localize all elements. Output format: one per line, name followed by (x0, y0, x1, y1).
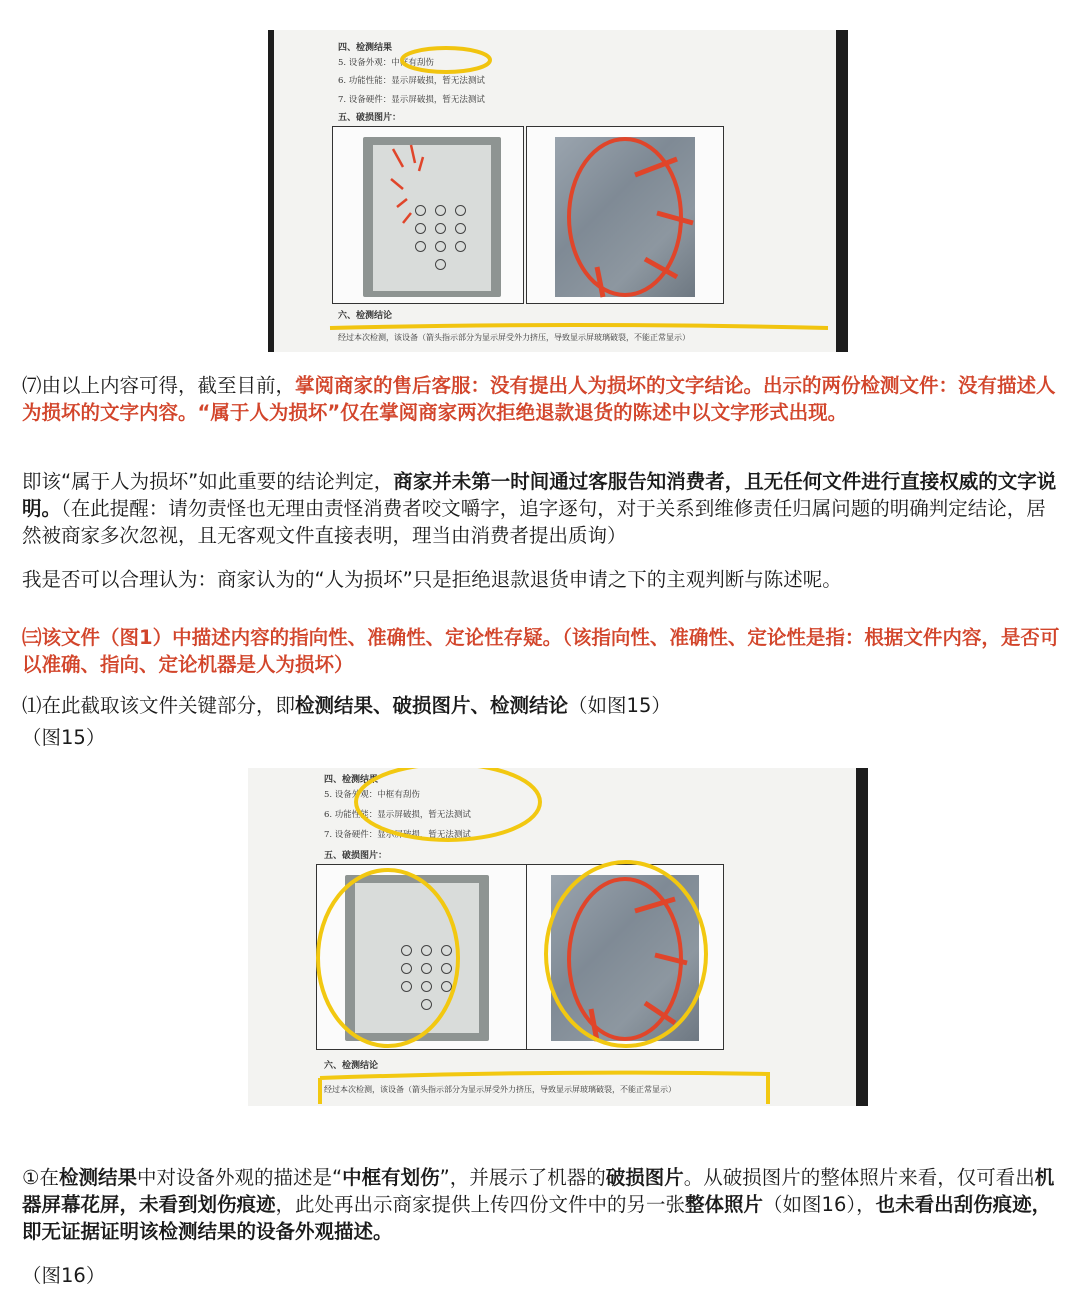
doc-conclusion-text: 经过本次检测，该设备（箭头指示部分为显示屏受外力挤压，导致显示屏玻璃破裂，不能正常显示） (338, 333, 690, 342)
fig15-yellow-highlights (248, 768, 868, 1106)
fig15-item-hardware: 7. 设备硬件：显示屏破损，暂无法测试 (324, 830, 471, 840)
p11-g: 。从破损图片的整体照片来看，仅可看出 (683, 1166, 1035, 1189)
p11-h: 机器屏幕花屏，未看到划伤痕迹 (22, 1166, 1055, 1216)
p11-e: ”，并展示了机器的 (439, 1166, 606, 1189)
p11-l: 也未看出刮伤痕迹，即无证据证明该检测结果的设备外观描述。 (22, 1193, 1052, 1243)
yellow-highlight-top (268, 30, 848, 352)
caption-figure-15: （图15） (22, 726, 106, 749)
figure-15-scan (248, 768, 868, 1106)
p11-b: 检测结果 (58, 1166, 137, 1189)
p11-c: 中对设备外观的描述是“ (137, 1166, 343, 1189)
doc-section-results: 四、检测结果 (338, 43, 393, 53)
fig15-item-function: 6. 功能性能：显示屏破损，暂无法测试 (324, 810, 471, 820)
paragraph-9: 我是否可以合理认为：商家认为的“人为损坏”只是拒绝退款退货申请之下的主观判断与陈述呢。 (22, 568, 842, 591)
paragraph-10 (22, 692, 1062, 719)
fig15-section-results: 四、检测结果 (324, 775, 379, 785)
paragraph-7 (22, 372, 1062, 426)
doc-section-photos: 五、破损图片： (338, 113, 402, 123)
p11-a: ①在 (22, 1166, 59, 1189)
heading-section-3: ㈢该文件（图1）中描述内容的指向性、准确性、定论性存疑。（该指向性、准确性、定论性是指：根据文件内容，是否可以准确、指向、定论机器是人为损坏） (22, 626, 1060, 676)
paragraph-11 (22, 1164, 1062, 1245)
p11-i: ，此处再出示商家提供上传四份文件中的另一张 (275, 1193, 686, 1216)
fig15-conclusion-text: 经过本次检测，该设备（箭头指示部分为显示屏受外力挤压，导致显示屏玻璃破裂，不能正常显示） (324, 1085, 676, 1094)
fig15-section-conclusion: 六、检测结论 (324, 1061, 379, 1071)
caption-figure-16: （图16） (22, 1264, 106, 1287)
paragraph-7-prefix: ⑺由以上内容可得，截至目前， (22, 374, 296, 397)
p11-k: （如图16）， (763, 1193, 876, 1216)
figure-scan-top (268, 30, 848, 352)
p11-f: 破损图片 (605, 1166, 684, 1189)
paragraph-10-c: （如图15） (568, 694, 671, 717)
paragraph-7-highlight: 掌阅商家的售后客服：没有提出人为损坏的文字结论。出示的两份检测文件：没有描述人为损坏的文字内容。“属于人为损坏”仅在掌阅商家两次拒绝退款退货的陈述中以文字形式出现。 (22, 374, 1056, 424)
doc-item-function: 6. 功能性能：显示屏破损，暂无法测试 (338, 76, 485, 86)
paragraph-8-bold: 商家并未第一时间通过客服告知消费者，且无任何文件进行直接权威的文字说明。 (22, 470, 1057, 520)
doc-section-conclusion: 六、检测结论 (338, 311, 393, 321)
paragraph-8-note: （在此提醒：请勿责怪也无理由责怪消费者咬文嚼字，追字逐句，对于关系到维修责任归属问题的明确判定结论，居然被商家多次忽视，且无客观文件直接表明，理当由消费者提出质询） (22, 497, 1046, 547)
p11-d: 中框有划伤 (342, 1166, 440, 1189)
fig15-item-appearance: 5. 设备外观：中框有刮伤 (324, 790, 420, 800)
paragraph-10-bold: 检测结果、破损图片、检测结论 (295, 694, 569, 717)
doc-item-appearance: 5. 设备外观：中框有刮伤 (338, 58, 434, 68)
doc-item-hardware: 7. 设备硬件：显示屏破损，暂无法测试 (338, 95, 485, 105)
paragraph-8 (22, 468, 1062, 549)
p11-j: 整体照片 (685, 1193, 764, 1216)
paragraph-8-a: 即该“属于人为损坏”如此重要的结论判定， (22, 470, 394, 493)
fig15-section-photos: 五、破损图片： (324, 851, 388, 861)
paragraph-10-a: ⑴在此截取该文件关键部分，即 (22, 694, 296, 717)
